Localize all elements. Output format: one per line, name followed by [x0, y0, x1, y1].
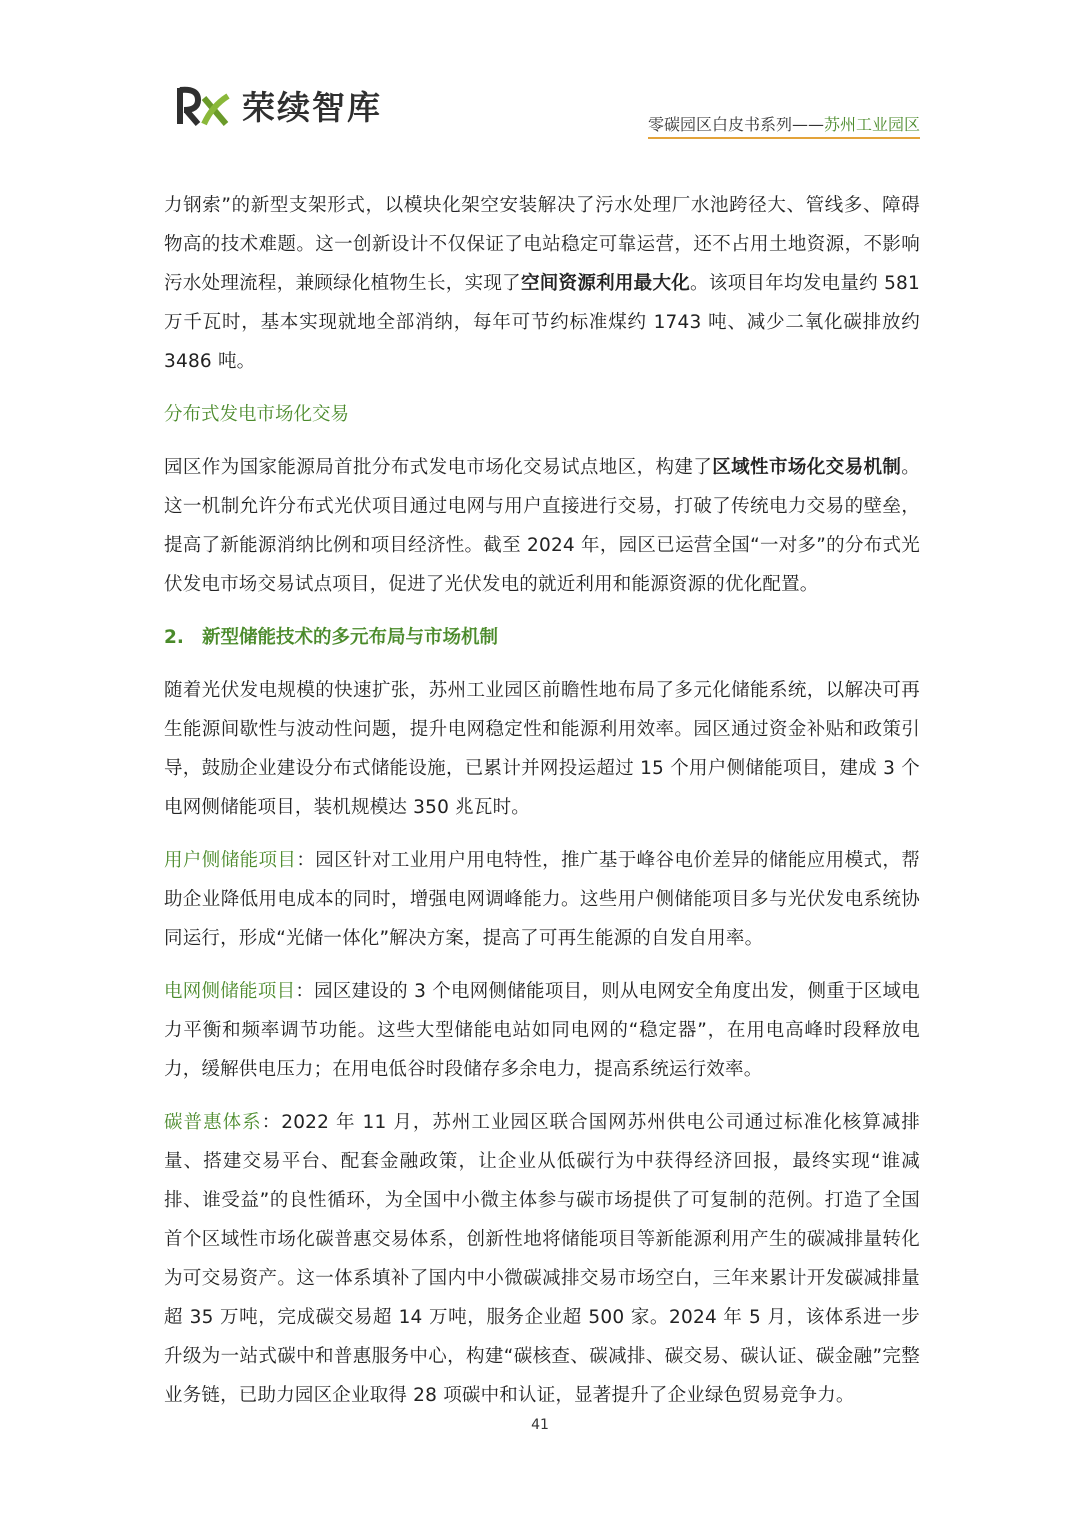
series-highlight: 苏州工业园区 [823, 115, 920, 134]
header-underline [648, 137, 920, 139]
paragraph-carbon-inclusion: 碳普惠体系：2022 年 11 月，苏州工业园区联合国网苏州供电公司通过标准化核算减排量、搭建交易平台、配套金融政策，让企业从低碳行为中获得经济回报，最终实现“谁减排、谁受益”的良性循环，为全国中小微主体参与碳市场提供了可复制的范例。打造了全国首个区域性市场化碳普惠交易体系，创新性地将储能项目等新能源利用产生的碳减排量转化为可交易资产。这一体系填补了国内中小微碳减排交易市场空白，三年来累计开发碳减排量超 35 万吨，完成碳交易超 14 万吨，服务企业超 500 家。2024 年 5 月，该体系进一步升级为一站式碳中和普惠服务中心，构建“碳核查、碳减排、碳交易、碳认证、碳金融”完整业务链，已助力园区企业取得 28 项碳中和认证，显著提升了企业绿色贸易竞争力。 [164, 1112, 920, 1406]
series-title [648, 112, 920, 135]
page-number: 41 [531, 1417, 549, 1433]
paragraph-market-trading: 园区作为国家能源局首批分布式发电市场化交易试点地区，构建了区域性市场化交易机制。这一机制允许分布式光伏项目通过电网与用户直接进行交易，打破了传统电力交易的壁垒，提高了新能源消纳比例和项目经济性。截至 2024 年，园区已运营全国“一对多”的分布式光伏发电市场交易试点项目，促进了光伏发电的就近利用和能源资源的优化配置。 [164, 457, 920, 595]
page-header [0, 0, 1080, 150]
paragraph-grid-side-storage: 电网侧储能项目：园区建设的 3 个电网侧储能项目，则从电网安全角度出发，侧重于区域电力平衡和频率调节功能。这些大型储能电站如同电网的“稳定器”，在用电高峰时段释放电力，缓解供电压力；在用电低谷时段储存多余电力，提高系统运行效率。 [164, 981, 920, 1080]
paragraph-user-side-storage: 用户侧储能项目：园区针对工业用户用电特性，推广基于峰谷电价差异的储能应用模式，帮助企业降低用电成本的同时，增强电网调峰能力。这些用户侧储能项目多与光伏发电系统协同运行，形成“光储一体化”解决方案，提高了可再生能源的自发自用率。 [164, 850, 920, 949]
paragraph-solar-bracket: 力钢索”的新型支架形式，以模块化架空安装解决了污水处理厂水池跨径大、管线多、障碍物高的技术难题。这一创新设计不仅保证了电站稳定可靠运营，还不占用土地资源，不影响污水处理流程，兼顾绿化植物生长，实现了空间资源利用最大化。该项目年均发电量约 581 万千瓦时，基本实现就地全部消纳，每年可节约标准煤约 1743 吨、减少二氧化碳排放约 3486 吨。 [164, 195, 920, 372]
section-heading-energy-storage: 2. 新型储能技术的多元布局与市场机制 [164, 627, 499, 648]
brand-name: 荣续智库 [242, 88, 382, 127]
rx-logo-icon [176, 84, 234, 128]
section-heading-distributed-trading: 分布式发电市场化交易 [164, 404, 350, 425]
brand-logo [176, 82, 382, 129]
page-body [164, 186, 920, 1415]
series-prefix: 零碳园区白皮书系列—— [647, 115, 824, 134]
paragraph-storage-overview: 随着光伏发电规模的快速扩张，苏州工业园区前瞻性地布局了多元化储能系统，以解决可再生能源间歇性与波动性问题，提升电网稳定性和能源利用效率。园区通过资金补贴和政策引导，鼓励企业建设分布式储能设施，已累计并网投运超过 15 个用户侧储能项目，建成 3 个电网侧储能项目，装机规模达 350 兆瓦时。 [164, 680, 920, 818]
